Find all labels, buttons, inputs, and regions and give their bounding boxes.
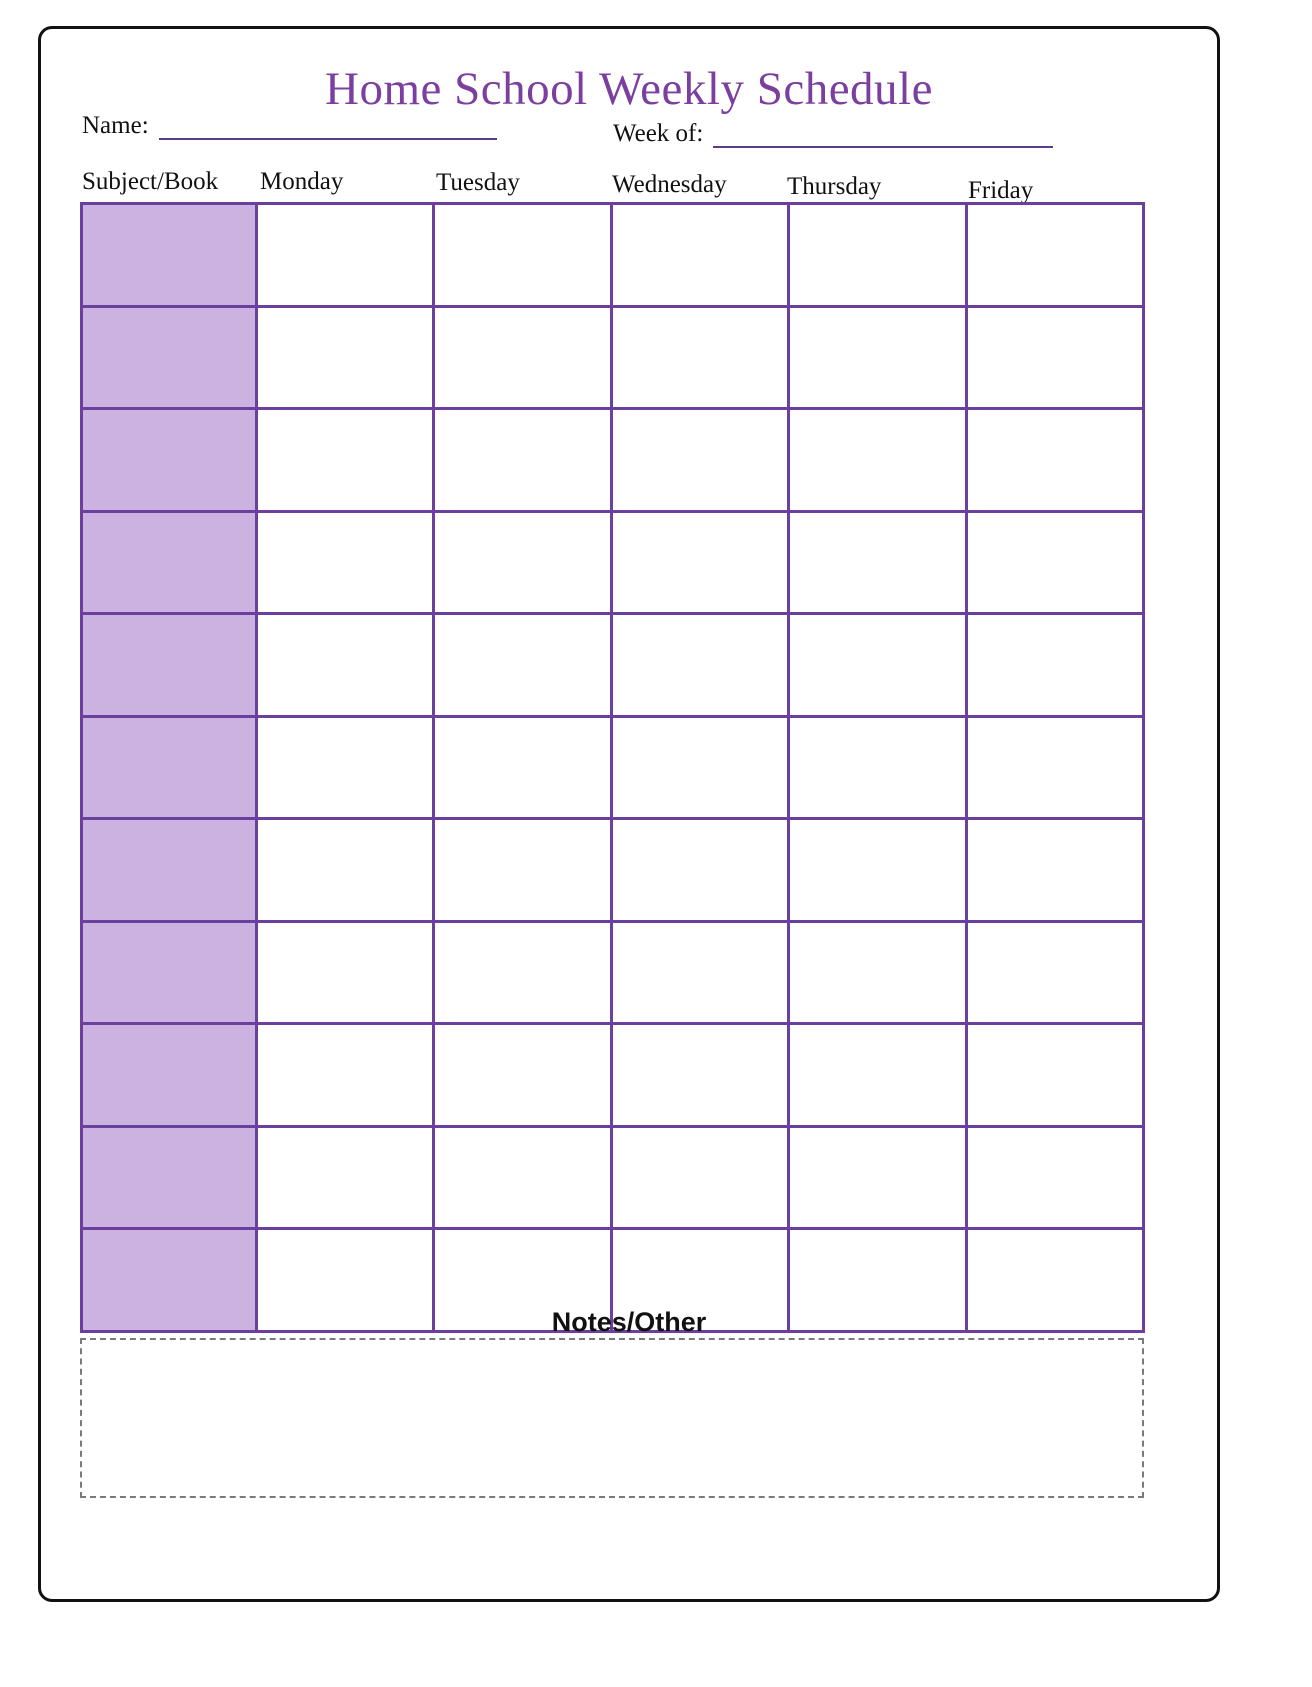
monday-cell[interactable] [258, 410, 436, 513]
thursday-cell[interactable] [790, 923, 968, 1026]
tuesday-cell[interactable] [435, 513, 613, 616]
tuesday-cell[interactable] [435, 1128, 613, 1231]
wednesday-cell[interactable] [613, 615, 791, 718]
wednesday-cell[interactable] [613, 1025, 791, 1128]
thursday-cell[interactable] [790, 513, 968, 616]
week-of-field[interactable] [613, 120, 1053, 148]
name-label: Name: [82, 112, 149, 139]
subject-cell[interactable] [83, 820, 258, 923]
subject-cell[interactable] [83, 718, 258, 821]
wednesday-cell[interactable] [613, 923, 791, 1026]
friday-cell[interactable] [968, 820, 1146, 923]
thursday-cell[interactable] [790, 718, 968, 821]
thursday-cell[interactable] [790, 205, 968, 308]
subject-cell[interactable] [83, 410, 258, 513]
monday-cell[interactable] [258, 205, 436, 308]
subject-cell[interactable] [83, 1025, 258, 1128]
name-input-line[interactable] [159, 116, 497, 140]
tuesday-cell[interactable] [435, 615, 613, 718]
subject-cell[interactable] [83, 513, 258, 616]
friday-cell[interactable] [968, 308, 1146, 411]
schedule-sheet [38, 26, 1220, 1602]
wednesday-cell[interactable] [613, 718, 791, 821]
wednesday-cell[interactable] [613, 1128, 791, 1231]
monday-cell[interactable] [258, 615, 436, 718]
tuesday-cell[interactable] [435, 923, 613, 1026]
monday-cell[interactable] [258, 513, 436, 616]
column-header-wednesday: Wednesday [612, 171, 727, 198]
subject-cell[interactable] [83, 1128, 258, 1231]
monday-cell[interactable] [258, 1128, 436, 1231]
table-row [83, 513, 1145, 616]
table-row [83, 820, 1145, 923]
table-row [83, 308, 1145, 411]
schedule-grid [80, 202, 1145, 1333]
table-row [83, 205, 1145, 308]
subject-cell[interactable] [83, 205, 258, 308]
tuesday-cell[interactable] [435, 205, 613, 308]
column-headers [38, 166, 1220, 204]
subject-cell[interactable] [83, 615, 258, 718]
thursday-cell[interactable] [790, 820, 968, 923]
thursday-cell[interactable] [790, 1025, 968, 1128]
name-field[interactable] [82, 112, 497, 140]
monday-cell[interactable] [258, 923, 436, 1026]
tuesday-cell[interactable] [435, 308, 613, 411]
friday-cell[interactable] [968, 1128, 1146, 1231]
thursday-cell[interactable] [790, 615, 968, 718]
notes-box[interactable] [80, 1338, 1144, 1498]
monday-cell[interactable] [258, 1025, 436, 1128]
tuesday-cell[interactable] [435, 718, 613, 821]
table-row [83, 615, 1145, 718]
friday-cell[interactable] [968, 615, 1146, 718]
column-header-subject: Subject/Book [82, 168, 219, 195]
friday-cell[interactable] [968, 923, 1146, 1026]
friday-cell[interactable] [968, 1025, 1146, 1128]
column-header-friday: Friday [968, 177, 1034, 204]
friday-cell[interactable] [968, 718, 1146, 821]
thursday-cell[interactable] [790, 1128, 968, 1231]
table-row [83, 1025, 1145, 1128]
table-row [83, 718, 1145, 821]
friday-cell[interactable] [968, 410, 1146, 513]
column-header-thursday: Thursday [787, 173, 882, 200]
subject-cell[interactable] [83, 923, 258, 1026]
wednesday-cell[interactable] [613, 513, 791, 616]
wednesday-cell[interactable] [613, 308, 791, 411]
monday-cell[interactable] [258, 308, 436, 411]
column-header-monday: Monday [260, 168, 344, 195]
table-row [83, 1128, 1145, 1231]
tuesday-cell[interactable] [435, 410, 613, 513]
wednesday-cell[interactable] [613, 410, 791, 513]
wednesday-cell[interactable] [613, 205, 791, 308]
column-header-tuesday: Tuesday [436, 169, 520, 196]
tuesday-cell[interactable] [435, 820, 613, 923]
table-row [83, 923, 1145, 1026]
friday-cell[interactable] [968, 513, 1146, 616]
thursday-cell[interactable] [790, 308, 968, 411]
monday-cell[interactable] [258, 820, 436, 923]
tuesday-cell[interactable] [435, 1025, 613, 1128]
subject-cell[interactable] [83, 308, 258, 411]
notes-label: Notes/Other [551, 1307, 707, 1337]
monday-cell[interactable] [258, 718, 436, 821]
friday-cell[interactable] [968, 205, 1146, 308]
page-title: Home School Weekly Schedule [325, 63, 933, 115]
thursday-cell[interactable] [790, 410, 968, 513]
week-of-input-line[interactable] [713, 124, 1053, 148]
week-of-label: Week of: [613, 120, 704, 147]
wednesday-cell[interactable] [613, 820, 791, 923]
table-row [83, 410, 1145, 513]
